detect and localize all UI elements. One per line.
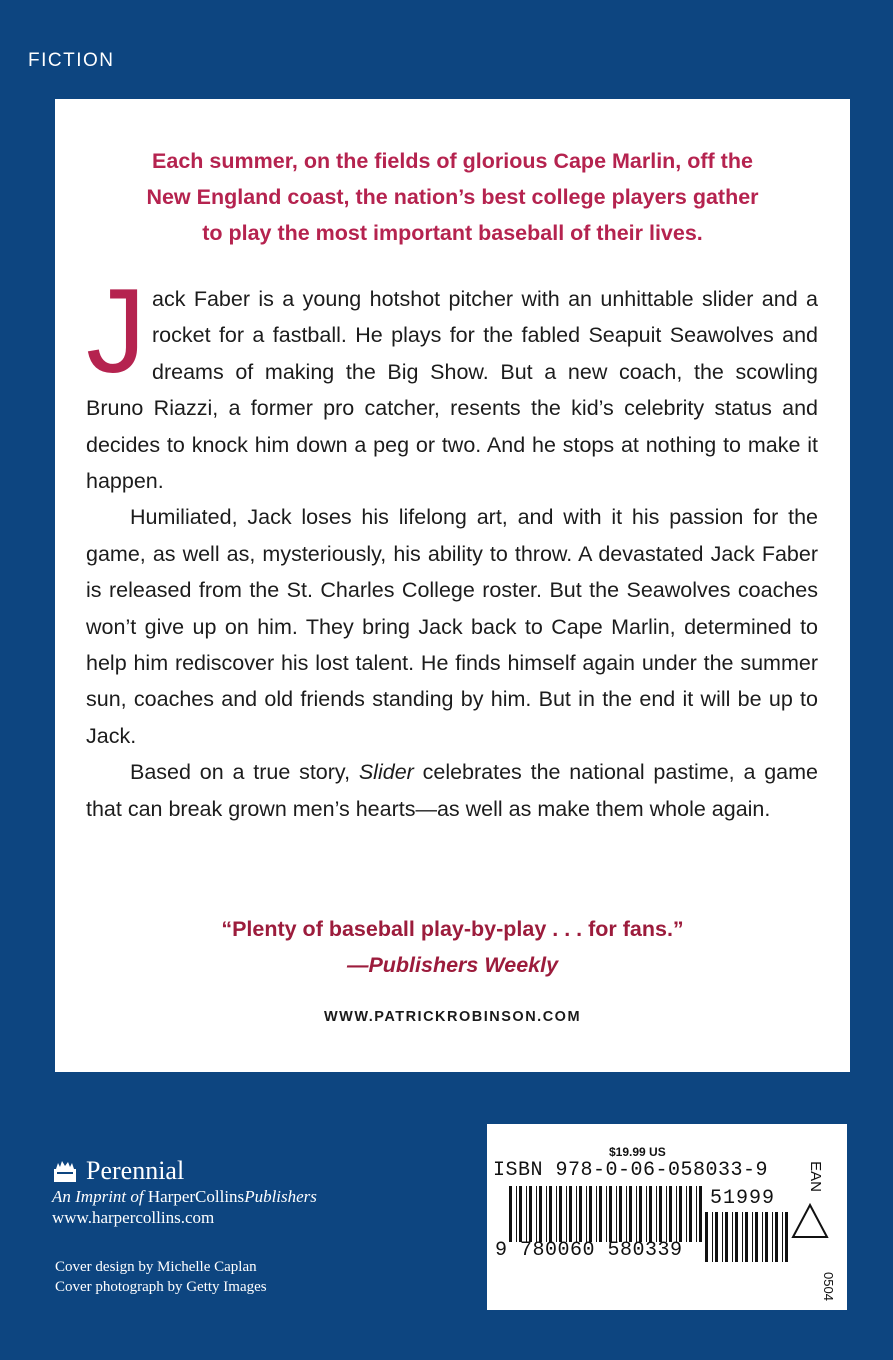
- price-label: $19.99 US: [609, 1145, 666, 1159]
- barcode-digits: 9 780060 580339: [495, 1239, 683, 1262]
- barcode-bar: [509, 1186, 512, 1242]
- barcode-bar: [639, 1186, 642, 1242]
- barcode-bar: [646, 1186, 647, 1242]
- author-website[interactable]: WWW.PATRICKROBINSON.COM: [323, 1009, 582, 1025]
- barcode-bar: [745, 1212, 748, 1262]
- barcode-bar: [755, 1212, 758, 1262]
- barcode-bar: [539, 1186, 542, 1242]
- barcode-bar: [715, 1212, 718, 1262]
- barcode-bar: [606, 1186, 607, 1242]
- barcode-bar: [586, 1186, 587, 1242]
- barcode-bar: [579, 1186, 582, 1242]
- barcode-bar: [636, 1186, 637, 1242]
- barcode-bar: [529, 1186, 532, 1242]
- barcode-bar: [559, 1186, 562, 1242]
- quote-text: “Plenty of baseball play-by-play . . . for fans.”: [221, 917, 684, 941]
- review-quote: [55, 911, 850, 983]
- barcode-bar: [516, 1186, 517, 1242]
- barcode-bar: [772, 1212, 773, 1262]
- barcode-bar: [536, 1186, 537, 1242]
- publisher-url[interactable]: www.harpercollins.com: [52, 1208, 215, 1227]
- barcode-bar: [686, 1186, 687, 1242]
- barcode-bar: [752, 1212, 753, 1262]
- barcode-bar: [712, 1212, 713, 1262]
- barcode-bar: [576, 1186, 577, 1242]
- book-title: Slider: [358, 760, 414, 785]
- imprint-house: HarperCollins: [147, 1187, 245, 1206]
- barcode-bar: [556, 1186, 557, 1242]
- barcode-bar: [569, 1186, 572, 1242]
- headline-line: Each summer, on the fields of glorious Cape Marlin, off the: [152, 149, 753, 173]
- design-credit: Cover design by Michelle Caplan: [55, 1259, 257, 1275]
- barcode-bar: [775, 1212, 778, 1262]
- barcode-bar: [596, 1186, 597, 1242]
- barcode-bar: [589, 1186, 592, 1242]
- barcode-bar: [619, 1186, 622, 1242]
- barcode-bar: [599, 1186, 602, 1242]
- barcode-box: [487, 1124, 847, 1310]
- side-code: 0504: [820, 1272, 836, 1301]
- barcode-bar: [666, 1186, 667, 1242]
- barcode-bar: [725, 1212, 728, 1262]
- barcode-bar: [626, 1186, 627, 1242]
- barcode-bar: [629, 1186, 632, 1242]
- synopsis-paragraph-1: [86, 264, 818, 499]
- barcode-bar: [732, 1212, 733, 1262]
- barcode-bar: [699, 1186, 702, 1242]
- back-cover-panel: [55, 99, 850, 1072]
- barcode-bar: [676, 1186, 677, 1242]
- barcode-bar: [782, 1212, 783, 1262]
- barcode-bar: [785, 1212, 788, 1262]
- barcode-bar: [526, 1186, 527, 1242]
- barcode-bar: [659, 1186, 662, 1242]
- publisher-name: Perennial: [86, 1156, 185, 1185]
- barcode-bar: [762, 1212, 763, 1262]
- headline: [75, 143, 830, 251]
- headline-line: to play the most important baseball of their lives.: [202, 221, 703, 245]
- barcode-bar: [649, 1186, 652, 1242]
- barcode-bar: [519, 1186, 522, 1242]
- cover-credits: [55, 1257, 267, 1297]
- addon-barcode: [705, 1212, 789, 1262]
- barcode-bar: [705, 1212, 708, 1262]
- category-label: FICTION: [28, 50, 115, 71]
- synopsis-paragraph-2: Humiliated, Jack loses his lifelong art, and with it his passion for the game, as well as, mysteriously, his ability to throw. A devastated Jack Faber is released from the St. Charles College roster. But the Seawolves coaches won’t give up on him. They bring Jack back to Cape Marlin, determined to help him rediscover his lost talent. He finds himself again under the summer sun, coaches and old friends standing by him. But in the end it will be up to Jack.: [86, 505, 818, 748]
- flame-torch-icon: [52, 1160, 78, 1182]
- barcode-bar: [566, 1186, 567, 1242]
- imprint-prefix: An Imprint of: [52, 1187, 148, 1206]
- barcode-bar: [609, 1186, 612, 1242]
- paragraph-text: Based on a true story,: [130, 760, 359, 785]
- synopsis-paragraph-3: [86, 754, 818, 827]
- barcode-bar: [679, 1186, 682, 1242]
- publisher-imprint: [52, 1187, 317, 1207]
- barcode-bar: [696, 1186, 697, 1242]
- publisher-block: [52, 1156, 317, 1228]
- publisher-row: [52, 1156, 317, 1186]
- isbn-label: ISBN 978-0-06-058033-9: [493, 1159, 769, 1182]
- synopsis: [86, 264, 818, 827]
- ean-barcode: [509, 1186, 705, 1242]
- imprint-suffix: Publishers: [244, 1187, 317, 1206]
- paragraph-text: celebrates the national pastime, a game that can break grown men’s hearts—as well as make them whole again.: [86, 760, 818, 821]
- addon-digits: 51999: [710, 1187, 776, 1210]
- quote-attribution: —Publishers Weekly: [346, 953, 559, 977]
- photo-credit: Cover photograph by Getty Images: [55, 1279, 267, 1295]
- barcode-bar: [546, 1186, 547, 1242]
- barcode-bar: [656, 1186, 657, 1242]
- drop-cap: J: [86, 264, 146, 398]
- barcode-bar: [735, 1212, 738, 1262]
- barcode-bar: [669, 1186, 672, 1242]
- barcode-bar: [722, 1212, 723, 1262]
- barcode-bar: [765, 1212, 768, 1262]
- ean-label: EAN: [806, 1161, 824, 1192]
- barcode-bar: [549, 1186, 552, 1242]
- barcode-bar: [689, 1186, 692, 1242]
- paragraph-text: ack Faber is a young hotshot pitcher with an unhittable slider and a rocket for a fastball. He plays for the fabled Seapuit Seawolves and dreams of making the Big Show. But a new coach, the scowling Bruno Riazzi, a former pro catcher, resents the kid’s celebrity status and decides to knock him down a peg or two. And he stops at nothing to make it happen.: [86, 287, 818, 494]
- headline-line: New England coast, the nation’s best college players gather: [146, 185, 759, 209]
- barcode-bar: [742, 1212, 743, 1262]
- barcode-bar: [616, 1186, 617, 1242]
- triangle-icon: [789, 1201, 831, 1241]
